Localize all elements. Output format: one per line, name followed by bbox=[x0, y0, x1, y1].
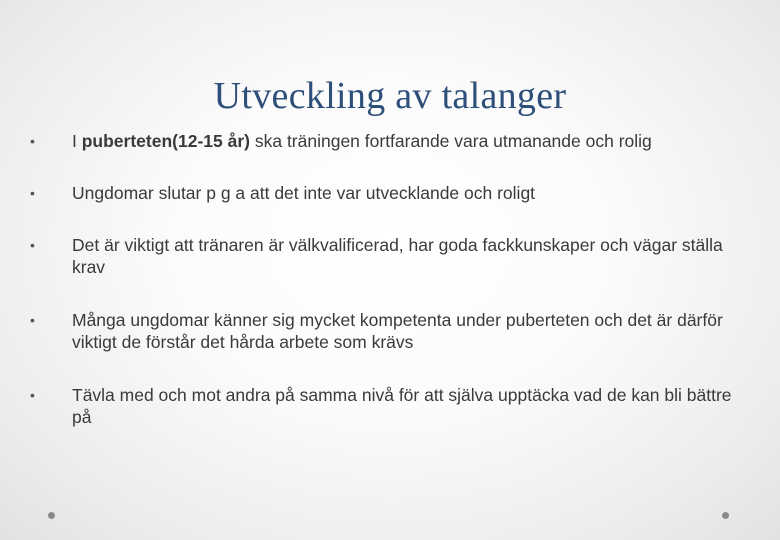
bullet-icon: • bbox=[30, 185, 35, 201]
bullet-item bbox=[30, 182, 750, 204]
bullet-icon: • bbox=[30, 312, 35, 328]
bullet-lead: I bbox=[72, 131, 82, 151]
bullet-text: Många ungdomar känner sig mycket kompetenta under puberteten och det är därför viktigt de förstår det hårda arbete som krävs bbox=[72, 310, 723, 352]
bullet-icon: • bbox=[30, 387, 35, 403]
bullet-item bbox=[30, 309, 750, 353]
slide-title: Utveckling av talanger bbox=[213, 75, 567, 117]
bullet-text: Tävla med och mot andra på samma nivå för att själva upptäcka vad de kan bli bättre på bbox=[72, 385, 732, 427]
bullet-text: Ungdomar slutar p g a att det inte var utvecklande och roligt bbox=[72, 183, 536, 203]
bullet-rest: ska träningen fortfarande vara utmanande och rolig bbox=[249, 131, 652, 151]
corner-dot-right-icon bbox=[722, 512, 729, 519]
bullet-bold-phrase: puberteten(12-15 år) bbox=[81, 131, 250, 151]
bullet-item bbox=[30, 384, 750, 428]
bullet-text: Det är viktigt att tränaren är välkvalificerad, har goda fackkunskaper och vägar ställa krav bbox=[72, 235, 723, 277]
bullet-text bbox=[72, 130, 750, 152]
corner-dot-left-icon bbox=[48, 512, 55, 519]
bullet-item bbox=[30, 234, 750, 278]
bullet-icon: • bbox=[30, 237, 35, 253]
bullet-icon: • bbox=[30, 133, 35, 149]
bullet-item bbox=[30, 130, 750, 152]
